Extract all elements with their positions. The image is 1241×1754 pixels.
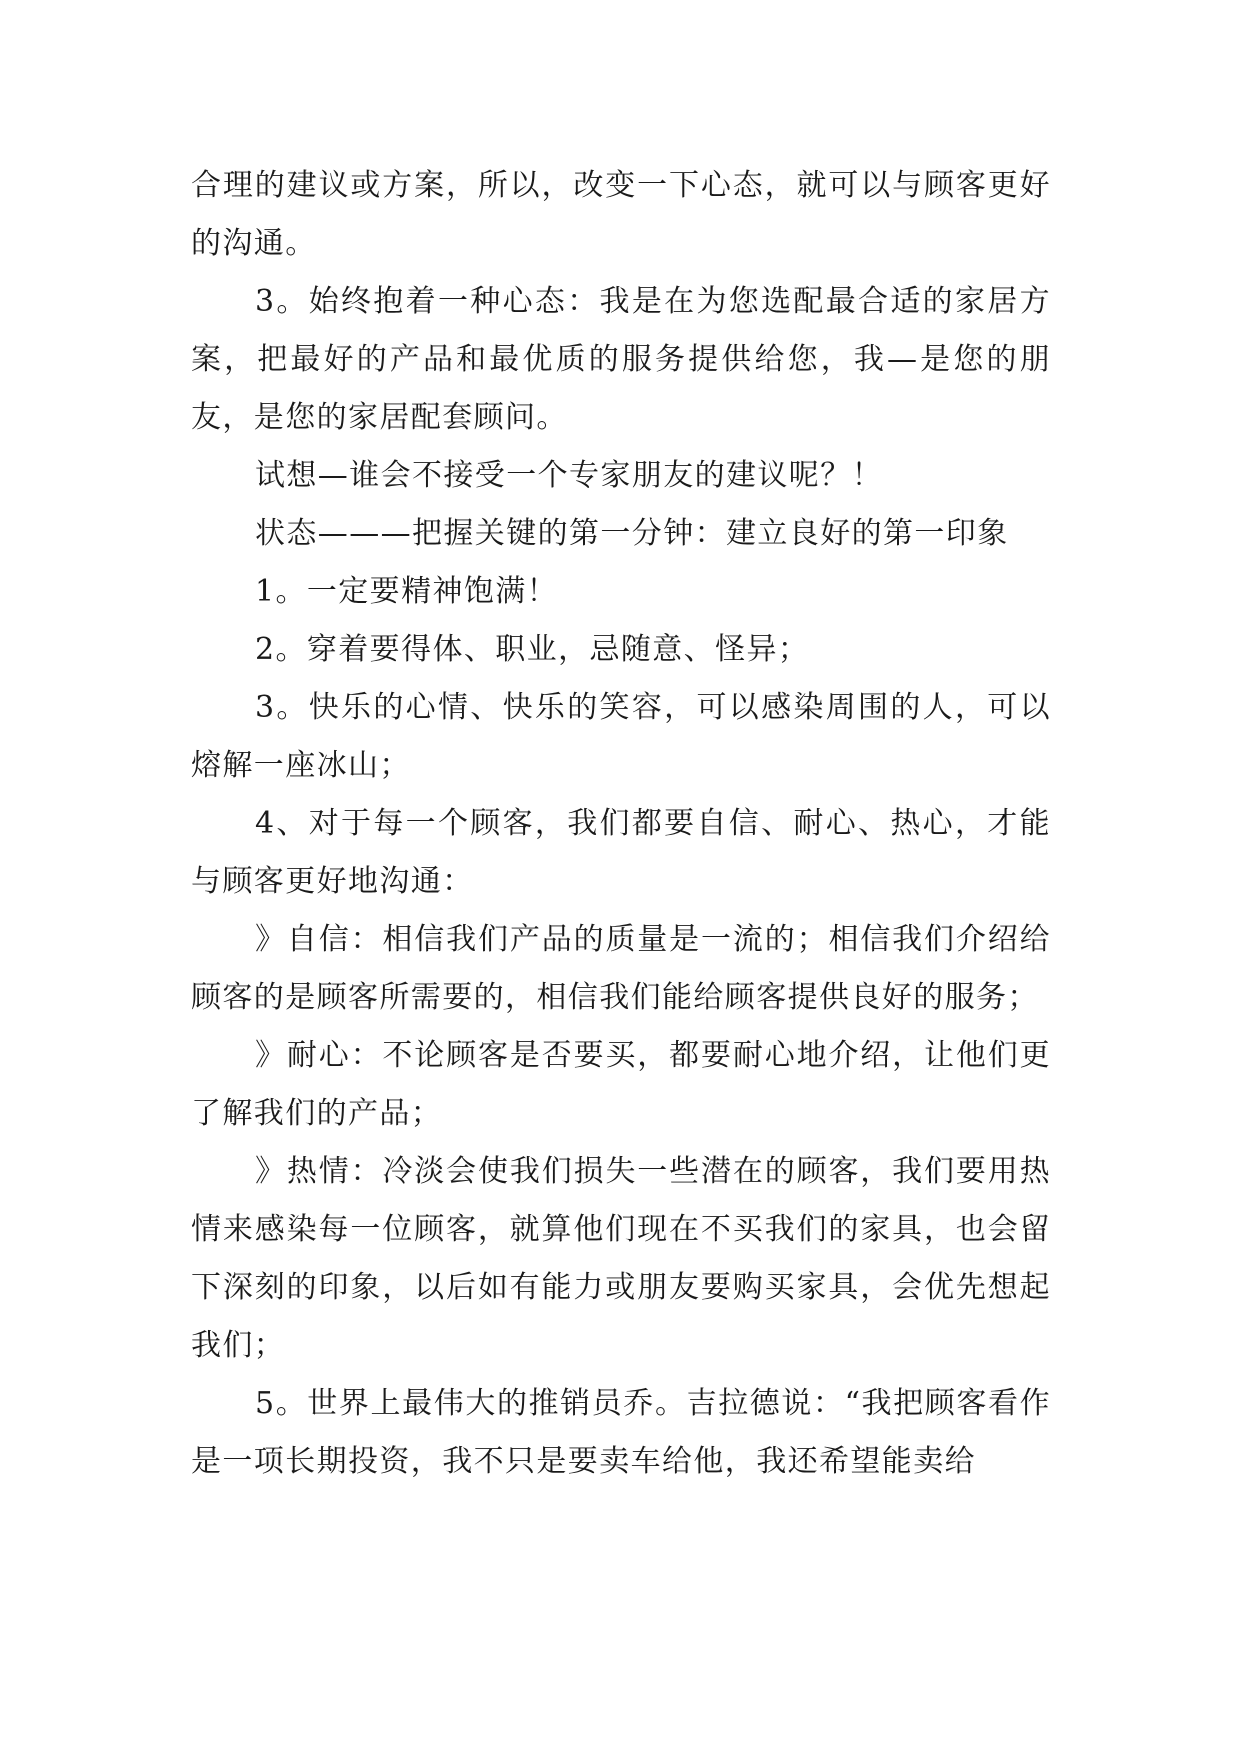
paragraph-12: 5。世界上最伟大的推销员乔。吉拉德说：“我把顾客看作是一项长期投资，我不只是要卖车给他，我还希望能卖给 [191,1386,1051,1479]
paragraph-3: 试想—谁会不接受一个专家朋友的建议呢？！ [255,458,883,493]
paragraph-4: 状态———把握关键的第一分钟：建立良好的第一印象 [255,516,1009,551]
paragraph-8: 4、对于每一个顾客，我们都要自信、耐心、热心，才能与顾客更好地沟通： [191,806,1051,899]
paragraph-6: 2。穿着要得体、职业，忌随意、怪异； [255,632,810,667]
paragraph-5: 1。一定要精神饱满！ [255,574,559,609]
paragraph-2: 3。始终抱着一种心态：我是在为您选配最合适的家居方案，把最好的产品和最优质的服务提供给您，我—是您的朋友，是您的家居配套顾问。 [191,284,1051,435]
paragraph-1: 合理的建议或方案，所以，改变一下心态，就可以与顾客更好的沟通。 [191,168,1051,261]
paragraph-10: 》耐心：不论顾客是否要买，都要耐心地介绍，让他们更了解我们的产品； [191,1038,1051,1131]
paragraph-11: 》热情：冷淡会使我们损失一些潜在的顾客，我们要用热情来感染每一位顾客，就算他们现在不买我们的家具，也会留下深刻的印象，以后如有能力或朋友要购买家具，会优先想起我们； [191,1154,1051,1363]
paragraph-9: 》自信：相信我们产品的质量是一流的；相信我们介绍给顾客的是顾客所需要的，相信我们能给顾客提供良好的服务； [191,922,1051,1015]
paragraph-7: 3。快乐的心情、快乐的笑容，可以感染周围的人，可以熔解一座冰山； [191,690,1051,783]
document-body [191,157,1051,1491]
